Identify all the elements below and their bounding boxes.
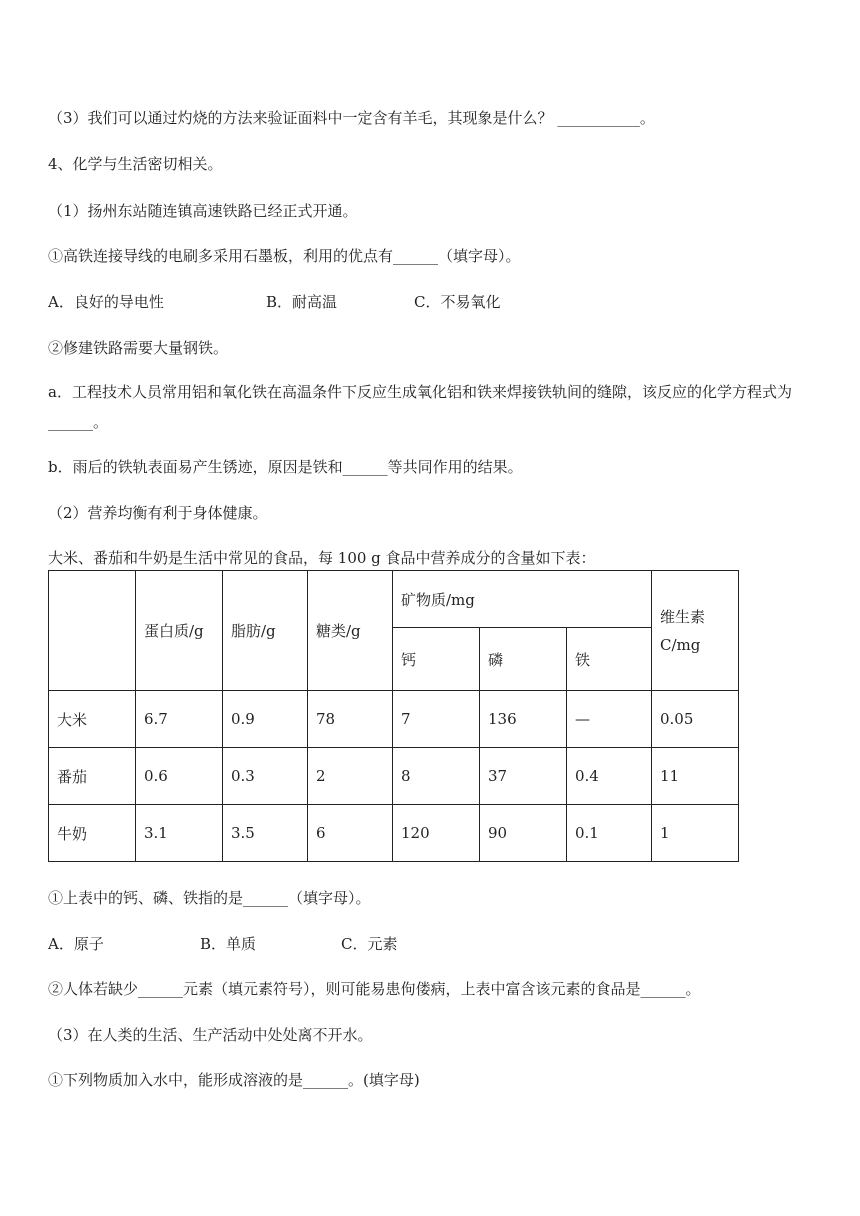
table-row	[49, 805, 739, 862]
option-a: A．原子	[48, 935, 104, 953]
line-q4-2-intro: 大米、番茄和牛奶是生活中常见的食品，每 100 g 食品中营养成分的含量如下表：	[48, 549, 596, 567]
option-c: C．元素	[341, 935, 398, 953]
cell-fat: 3.5	[223, 805, 308, 862]
cell-fat: 0.9	[223, 691, 308, 748]
header-vitamin-c	[652, 571, 739, 691]
cell-food: 番茄	[49, 748, 136, 805]
cell-food: 牛奶	[49, 805, 136, 862]
table-corner-cell	[49, 571, 136, 691]
cell-food: 大米	[49, 691, 136, 748]
cell-calcium: 7	[393, 691, 480, 748]
header-fat: 脂肪/g	[223, 571, 308, 691]
header-vitamin-c-line1: 维生素	[660, 607, 706, 626]
table-header-row	[49, 571, 739, 628]
line-q3-wool: （3）我们可以通过灼烧的方法来验证面料中一定含有羊毛，其现象是什么？ ___________。	[48, 109, 655, 127]
option-b: B．单质	[200, 935, 257, 953]
cell-vitamin-c: 11	[652, 748, 739, 805]
cell-phosphorus: 90	[480, 805, 567, 862]
line-q4-title: 4、化学与生活密切相关。	[48, 155, 223, 173]
line-q4-1-b: ②修建铁路需要大量钢铁。	[48, 339, 229, 357]
options-row-2	[48, 934, 397, 954]
header-iron: 铁	[567, 628, 652, 691]
line-q4-1-b-b: b．雨后的铁轨表面易产生锈迹，原因是铁和______等共同作用的结果。	[48, 458, 523, 476]
cell-iron: 0.4	[567, 748, 652, 805]
header-sugar: 糖类/g	[308, 571, 393, 691]
line-q4-1-a: ①高铁连接导线的电刷多采用石墨板，利用的优点有______（填字母）。	[48, 247, 521, 265]
header-vitamin-c-line2: C/mg	[660, 635, 701, 654]
cell-vitamin-c: 0.05	[652, 691, 739, 748]
header-protein: 蛋白质/g	[136, 571, 223, 691]
table-row	[49, 691, 739, 748]
cell-protein: 3.1	[136, 805, 223, 862]
table-row	[49, 748, 739, 805]
cell-protein: 6.7	[136, 691, 223, 748]
cell-vitamin-c: 1	[652, 805, 739, 862]
line-q4-3-a: ①下列物质加入水中，能形成溶液的是______。(填字母)	[48, 1071, 420, 1089]
cell-phosphorus: 37	[480, 748, 567, 805]
cell-iron: —	[567, 691, 652, 748]
line-q4-3: （3）在人类的生活、生产活动中处处离不开水。	[48, 1026, 373, 1044]
line-q4-2-a: ①上表中的钙、磷、铁指的是______（填字母）。	[48, 889, 371, 907]
cell-protein: 0.6	[136, 748, 223, 805]
cell-sugar: 2	[308, 748, 393, 805]
options-row-1	[48, 292, 500, 312]
option-a: A．良好的导电性	[48, 293, 164, 311]
cell-sugar: 6	[308, 805, 393, 862]
line-q4-2-b: ②人体若缺少______元素（填元素符号），则可能易患佝偻病，上表中富含该元素的食品是______。	[48, 980, 701, 998]
cell-fat: 0.3	[223, 748, 308, 805]
cell-calcium: 120	[393, 805, 480, 862]
line-q4-1-b-a: a．工程技术人员常用铝和氧化铁在高温条件下反应生成氧化铝和铁来焊接铁轨间的缝隙，该反应的化学方程式为______。	[48, 383, 792, 431]
cell-iron: 0.1	[567, 805, 652, 862]
option-b: B．耐高温	[266, 293, 338, 311]
header-calcium: 钙	[393, 628, 480, 691]
option-c: C．不易氧化	[414, 293, 501, 311]
cell-sugar: 78	[308, 691, 393, 748]
nutrition-table	[48, 570, 739, 862]
header-phosphorus: 磷	[480, 628, 567, 691]
line-q4-1: （1）扬州东站随连镇高速铁路已经正式开通。	[48, 202, 358, 220]
line-q4-2: （2）营养均衡有利于身体健康。	[48, 504, 268, 522]
cell-phosphorus: 136	[480, 691, 567, 748]
cell-calcium: 8	[393, 748, 480, 805]
header-minerals: 矿物质/mg	[393, 571, 652, 628]
